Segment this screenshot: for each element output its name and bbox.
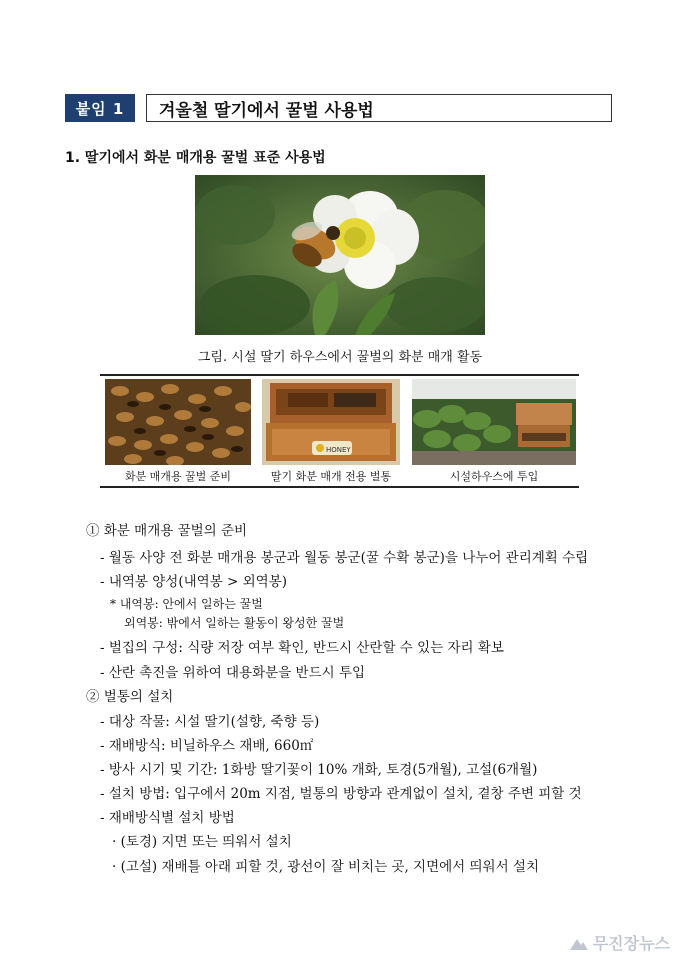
item-1-heading: ① 화분 매개용 꿀벌의 준비 [86,523,248,539]
hive-label: HONEY [326,446,351,454]
section-heading: 1. 딸기에서 화분 매개용 꿀벌 표준 사용법 [65,150,326,166]
strip-caption-1: 화분 매개용 꿀벌 준비 [124,470,232,483]
bee-on-strawberry-flower-photo [195,175,485,335]
list-item: - 산란 촉진을 위하여 대용화분을 반드시 투입 [100,665,366,681]
list-item: - 재배방식: 비닐하우스 재배, 660㎡ [100,738,314,754]
watermark [569,931,670,954]
beehive-box-photo [262,379,400,465]
list-item: - 재배방식별 설치 방법 [100,810,235,826]
list-item: - 월동 사양 전 화분 매개용 봉군과 월동 봉군(꿀 수확 봉군)을 나누어 관리계획 수립 [100,550,589,566]
document-title: 겨울철 딸기에서 꿀벌 사용법 [146,94,612,122]
list-note: 외역봉: 밖에서 일하는 활동이 왕성한 꿀벌 [124,616,345,630]
mountain-icon [569,935,589,951]
appendix-tag: 붙임 1 [65,94,135,122]
photo-strip [100,374,579,488]
greenhouse-install-photo [412,379,576,465]
list-item: - 설치 방법: 입구에서 20m 지점, 벌통의 방향과 관계없이 설치, 곁창 주변 피할 것 [100,786,582,802]
list-item: - 방사 시기 및 기간: 1화방 딸기꽃이 10% 개화, 토경(5개월), 고설(6개월) [100,762,538,778]
list-sub-item: · (토경) 지면 또는 띄워서 설치 [112,834,292,850]
bee-frame-photo [105,379,251,465]
list-item: - 내역봉 양성(내역봉 > 외역봉) [100,574,288,590]
watermark-text: 무진장뉴스 [592,934,670,953]
item-2-heading: ② 벌통의 설치 [86,689,174,705]
main-figure-caption: 그림. 시설 딸기 하우스에서 꿀벌의 화분 매개 활동 [197,350,483,365]
list-note: * 내역봉: 안에서 일하는 꿀벌 [110,597,263,611]
strip-caption-2: 딸기 화분 매개 전용 벌통 [270,470,392,483]
strip-caption-3: 시설하우스에 투입 [449,470,539,483]
list-item: - 대상 작물: 시설 딸기(설향, 죽향 등) [100,714,320,730]
list-item: - 벌집의 구성: 식량 저장 여부 확인, 반드시 산란할 수 있는 자리 확보 [100,640,504,656]
list-sub-item: · (고설) 재배틀 아래 피할 것, 광선이 잘 비치는 곳, 지면에서 띄워서 설치 [112,859,540,875]
